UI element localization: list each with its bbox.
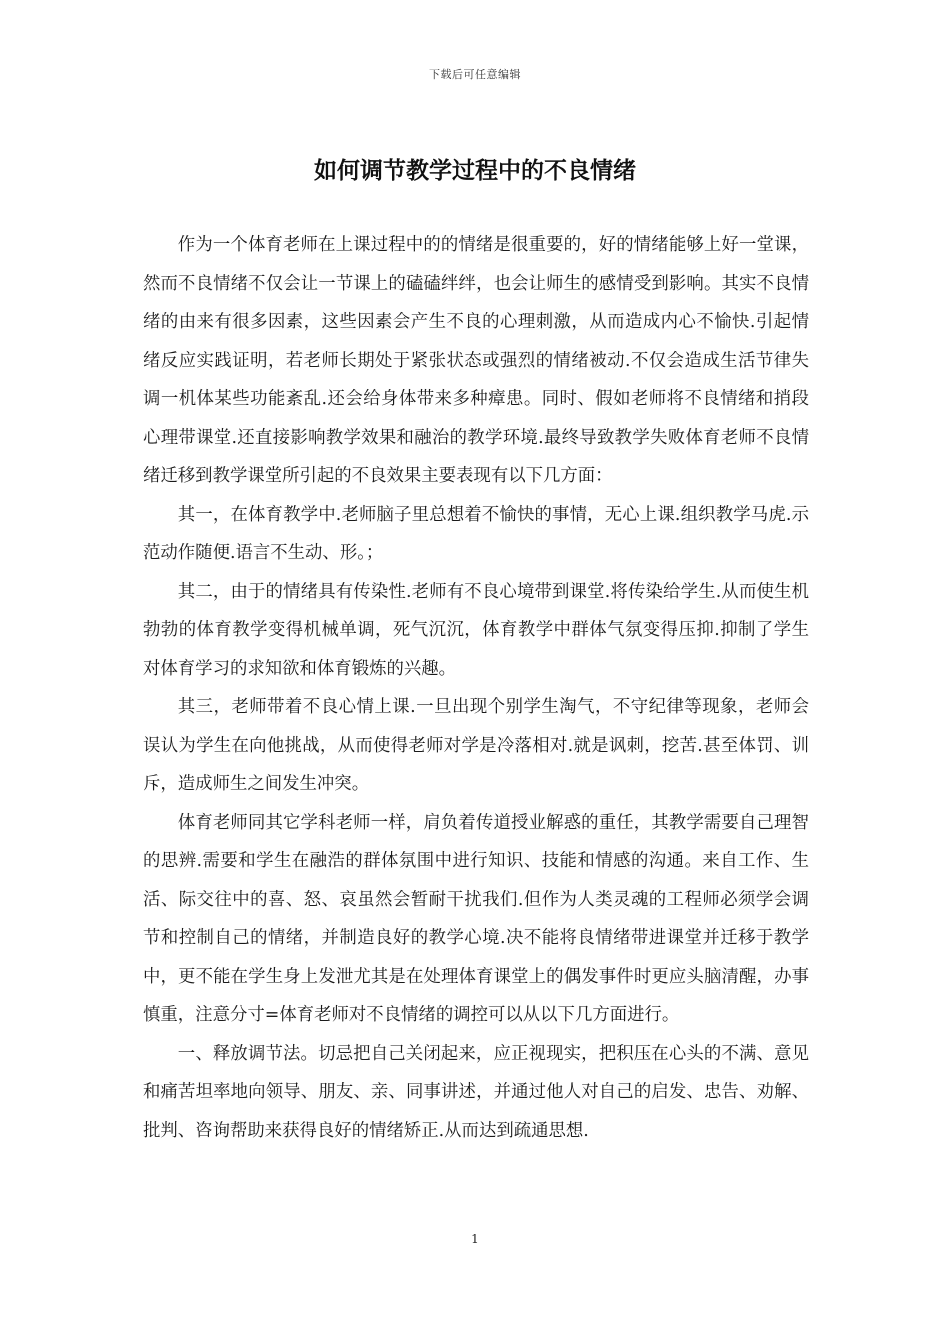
paragraph-responsibility: 体育老师同其它学科老师一样，肩负着传道授业解惑的重任，其教学需要自己理智的思辨.需要和学生在融浩的群体氛围中进行知识、技能和情感的沟通。来自工作、生活、际交往中的喜、怒、哀虽然会暂耐干扰我们.但作为人类灵魂的工程师必须学会调节和控制自己的情绪，并制造良好的教学心境.决不能将良情绪带进课堂并迁移于教学中，更不能在学生身上发泄尤其是在处理体育课堂上的偶发事件时更应头脑清醒，办事慎重，注意分寸=体育老师对不良情绪的调控可以从以下几方面进行。 bbox=[143, 812, 809, 1025]
document-body bbox=[143, 226, 809, 1150]
paragraph-point-three: 其三，老师带着不良心情上课.一旦出现个别学生淘气，不守纪律等现象，老师会误认为学生在向他挑战，从而使得老师对学是冷落相对.就是讽刺，挖苦.甚至体罚、训斥，造成师生之间发生冲突。 bbox=[143, 697, 809, 794]
header-note: 下载后可任意编辑 bbox=[429, 68, 521, 81]
paragraph-method-one: 一、释放调节法。切忌把自己关闭起来，应正视现实，把积压在心头的不满、意见和痛苦坦率地向领导、朋友、亲、同事讲述，并通过他人对自己的启发、忠告、劝解、批判、咨询帮助来获得良好的情绪矫正.从而达到疏通思想. bbox=[143, 1043, 809, 1141]
page-number: 1 bbox=[471, 1232, 479, 1246]
paragraph-point-one: 其一，在体育教学中.老师脑子里总想着不愉快的事情，无心上课.组织教学马虎.示范动作随便.语言不生动、形。； bbox=[143, 504, 809, 563]
paragraph-intro: 作为一个体育老师在上课过程中的的情绪是很重要的，好的情绪能够上好一堂课，然而不良情绪不仅会让一节课上的磕磕绊绊，也会让师生的感情受到影响。其实不良情绪的由来有很多因素，这些因素会产生不良的心理刺激，从而造成内心不愉快.引起情绪反应实践证明，若老师长期处于紧张状态或强烈的情绪被动.不仅会造成生活节律失调一机体某些功能紊乱.还会给身体带来多种瘴患。同时、假如老师将不良情绪和捎段心理带课堂.还直接影响教学效果和融治的教学环境.最终导致教学失败体育老师不良情绪迁移到教学课堂所引起的不良效果主要表现有以下几方面： bbox=[143, 235, 809, 486]
paragraph-point-two: 其二，由于的情绪具有传染性.老师有不良心境带到课堂.将传染给学生.从而使生机勃勃的体育教学变得机械单调，死气沉沉，体育教学中群体气氛变得压抑.抑制了学生对体育学习的求知欲和体育锻炼的兴趣。 bbox=[143, 581, 809, 679]
document-title: 如何调节教学过程中的不良情绪 bbox=[314, 157, 636, 184]
